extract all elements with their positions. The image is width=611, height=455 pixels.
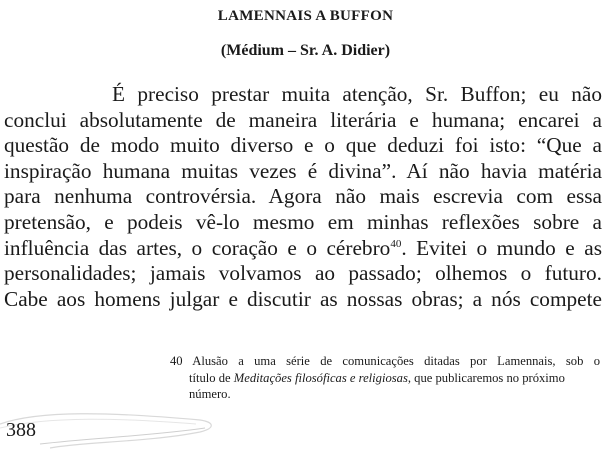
body-line: para nenhuma controvérsia. Agora não mais escrevia com essa — [4, 184, 602, 209]
chapter-title: LAMENNAIS A BUFFON — [217, 8, 394, 24]
footnote — [170, 353, 600, 403]
body-line: conclui absolutamente de maneira literária e humana; encarei a — [4, 107, 602, 132]
footnote-line: número. — [189, 387, 231, 401]
footnote-text: Alusão a uma série de comunicações ditadas por Lamennais, sob o — [192, 354, 600, 368]
body-line: pretensão, e podeis vê-lo mesmo em minhas reflexões sobre a — [4, 209, 602, 234]
footnote-work-title: Meditações filosóficas e religiosas — [233, 370, 408, 385]
page-number: 388 — [6, 419, 36, 441]
footnote-line — [170, 370, 600, 387]
chapter-subtitle: (Médium – Sr. A. Didier) — [220, 42, 391, 59]
body-line-text: . Evitei o mundo e as — [401, 235, 602, 260]
footnote-text: , que publicaremos no próximo — [407, 370, 565, 385]
body-line: Cabe aos homens julgar e discutir as nossas obras; a nós compete — [4, 286, 602, 311]
body-line: questão de modo muito diverso e o que deduzi foi isto: “Que a — [4, 133, 602, 158]
body-line — [4, 236, 602, 262]
footnote-line — [170, 353, 600, 370]
body-line: É preciso prestar muita atenção, Sr. Buffon; eu não — [112, 82, 602, 106]
body-line: inspiração humana muitas vezes é divina”. Aí não havia matéria — [4, 158, 602, 183]
body-line: personalidades; jamais volvamos ao passado; olhemos o futuro. — [4, 261, 602, 286]
footnote-number: 40 — [170, 354, 183, 368]
body-paragraph — [4, 82, 602, 312]
footnote-reference[interactable]: 40 — [390, 237, 402, 250]
footnote-text: título de — [189, 370, 234, 385]
body-line-text: influência das artes, o coração e o cérebro — [4, 235, 391, 260]
